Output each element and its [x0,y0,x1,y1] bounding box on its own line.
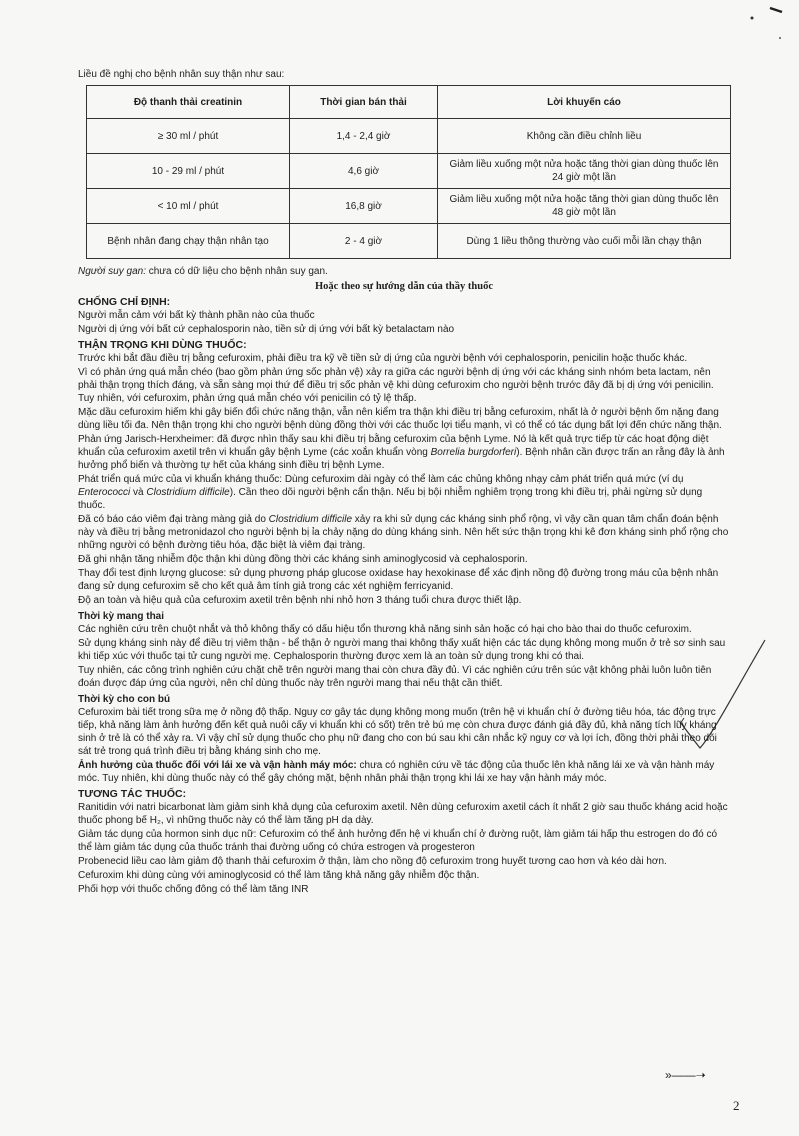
table-cell: 10 - 29 ml / phút [87,154,290,189]
paragraph [78,513,730,552]
table-cell: 1,4 - 2,4 giờ [290,119,438,154]
text-run: Đã có báo cáo viêm đại tràng màng giả do [78,514,269,525]
table-header: Độ thanh thải creatinin [87,86,290,119]
table-cell: 2 - 4 giờ [290,224,438,259]
document-body [78,68,730,897]
text-run: Phát triển quá mức của vi khuẩn kháng thuốc: Dùng cefuroxim dài ngày có thể làm các chủng không nhạy cảm phát triển quá mức (ví dụ [78,474,684,485]
table-header: Lời khuyến cáo [438,86,731,119]
table-cell: Không cần điều chỉnh liều [438,119,731,154]
paragraph: Sử dụng kháng sinh này để điều trị viêm thận - bể thận ở người mang thai không thấy xuất hiện các tác dụng không mong muốn ở trẻ sơ sinh sau khi tiếp xúc với thuốc tại tử cung người mẹ. Cephalosporin thường được xem là an toàn sử dụng trong khi có thai. [78,638,726,662]
table-header: Thời gian bán thải [290,86,438,119]
text-run: xảy ra khi sử dụng các kháng sinh phổ rộng, vì vậy cần quan tâm chẩn đoán bệnh này và điều trị bằng metronidazol cho người bệnh bị ỉa chảy nặng do dùng kháng sinh. Nên hết sức thận trọng khi kê đơn kháng sinh phổ rộng cho những người có bệnh đường tiêu hóa, đặc biệt là viêm đại tràng. [78,514,729,551]
paragraph: Giảm tác dụng của hormon sinh dục nữ: Cefuroxim có thể ảnh hưởng đến hệ vi khuẩn chí ở đường ruột, làm giảm tái hấp thu estrogen do đó có thể làm giảm tác dụng của thuốc tránh thai đường uống có chứa estrogen và progesteron [78,829,718,853]
paragraph: Mặc dầu cefuroxim hiếm khi gây biến đổi chức năng thận, vẫn nên kiểm tra thận khi điều trị bằng cefuroxim, nhất là ở người bệnh ốm nặng đang dùng liều tối đa. Nên thận trọng khi cho người bệnh dùng đồng thời với các thuốc lợi tiểu mạnh, vì có thể có tác dụng bất lợi đến chức năng thận. [78,407,722,431]
table-cell: ≥ 30 ml / phút [87,119,290,154]
table-row [87,154,731,189]
continue-arrow: »——➝ [665,1068,706,1082]
table-cell: 4,6 giờ [290,154,438,189]
text-run: và [130,487,147,498]
interactions-heading: TƯƠNG TÁC THUỐC: [78,788,187,800]
contraindications-heading: CHỐNG CHỈ ĐỊNH: [78,296,171,308]
text-run: Phản ứng Jarisch-Herxheimer: đã được nhìn thấy sau khi điều trị bằng cefuroxim của bệnh Lyme. Nó là kết quả trực tiếp từ các hoạt động diệt khuẩn của cefuroxim axetil trên vi khuẩn gây bệnh Lyme (các xoắn khuẩn vòng [78,434,709,458]
paragraph [78,759,730,785]
paragraph: Probenecid liều cao làm giảm độ thanh thải cefuroxim ở thận, làm cho nồng độ cefuroxim trong huyết tương cao hơn và kéo dài hơn. [78,856,667,867]
lactation-heading: Thời kỳ cho con bú [78,694,171,705]
paragraph: Người mẫn cảm với bất kỳ thành phần nào của thuốc [78,310,315,321]
italic-term: Clostridium difficile [268,514,353,525]
italic-term: Enterococci [78,487,131,498]
paragraph [78,433,730,472]
italic-term: Clostridium difficile [146,487,230,498]
table-cell: Bệnh nhân đang chạy thận nhân tạo [87,224,290,259]
paragraph: Các nghiên cứu trên chuột nhắt và thỏ không thấy có dấu hiệu tổn thương khả năng sinh sản hoặc có hại cho bào thai do thuốc cefuroxim. [78,624,692,635]
renal-intro: Liều đề nghị cho bệnh nhân suy thận như sau: [78,69,285,80]
renal-dosing-table [86,85,731,259]
paragraph: Phối hợp với thuốc chống đông có thể làm tăng INR [78,884,309,895]
page-number: 2 [733,1098,740,1113]
physician-advice: Hoặc theo sự hướng dẫn của thầy thuốc [315,281,493,292]
table-cell: < 10 ml / phút [87,189,290,224]
table-cell: Giảm liều xuống một nửa hoặc tăng thời gian dùng thuốc lên 24 giờ một lần [438,154,731,189]
table-header-row [87,86,731,119]
table-cell: Giảm liều xuống một nửa hoặc tăng thời gian dùng thuốc lên 48 giờ một lần [438,189,731,224]
paragraph: Đã ghi nhận tăng nhiễm độc thận khi dùng đồng thời các kháng sinh aminoglycosid và cephalosporin. [78,554,528,565]
table-cell: 16,8 giờ [290,189,438,224]
paragraph: Ranitidin với natri bicarbonat làm giảm sinh khả dụng của cefuroxim axetil. Nên dùng cefuroxim axetil cách ít nhất 2 giờ sau thuốc kháng acid hoặc thuốc phong bế H₂, vì những thuốc này có thể làm tăng pH dạ dày. [78,802,728,826]
table-row [87,189,731,224]
paragraph: Độ an toàn và hiệu quả của cefuroxim axetil trên bệnh nhi nhỏ hơn 3 tháng tuổi chưa được thiết lập. [78,595,522,606]
driving-text: chưa có nghiên cứu về tác động của thuốc lên khả năng lái xe và vận hành máy móc. Tuy nhiên, khi dùng thuốc này có thể gây chóng mặt, bệnh nhân phải thận trọng khi lái xe hay vận hành máy móc. [78,760,715,784]
paragraph [78,473,730,512]
liver-note-label: Người suy gan: [78,266,146,277]
liver-note-text: chưa có dữ liệu cho bệnh nhân suy gan. [145,266,328,277]
paragraph: Vì có phản ứng quá mẫn chéo (bao gồm phản ứng sốc phản vệ) xảy ra giữa các người bệnh dị ứng với các kháng sinh nhóm beta lactam, nên phải thận trọng thích đáng, và sẵn sàng mọi thứ để điều trị sốc phản vệ khi dùng cefuroxim cho người bệnh trước đây đã bị dị ứng với penicilin. Tuy nhiên, với cefuroxim, phản ứng quá mẫn chéo với penicilin có tỷ lệ thấp. [78,367,714,404]
text-run: ). Bệnh nhân cần được trấn an rằng đây là ảnh hưởng phổ biến và thường tự hết của kháng sinh điều trị bệnh Lyme. [78,447,725,471]
paragraph: Cefuroxim bài tiết trong sữa mẹ ở nồng độ thấp. Nguy cơ gây tác dụng không mong muốn (trên hệ vi khuẩn chí ở đường tiêu hóa, tác động trực tiếp, khả năng làm ảnh hưởng đến kết quả nuôi cấy vi khuẩn khi có sốt) trên trẻ bú mẹ còn chưa được đánh giá đầy đủ, khả năng tích lũy kháng sinh ở trẻ là có thể xảy ra. Vì vậy chỉ sử dụng thuốc cho phụ nữ đang cho con bú sau khi cân nhắc kỹ nguy cơ và lợi ích, đồng thời phải theo dõi sát trẻ trong quá trình điều trị bằng kháng sinh cho mẹ. [78,707,717,757]
text-run: ). Cần theo dõi người bệnh cẩn thận. Nếu bị bội nhiễm nghiêm trọng trong khi điều trị, phải ngừng sử dụng thuốc. [78,487,703,511]
italic-term: Borrelia burgdorferi [430,447,517,458]
table-row [87,119,731,154]
paragraph: Thay đổi test định lượng glucose: sử dụng phương pháp glucose oxidase hay hexokinase để xác định nồng độ đường trong máu của bệnh nhân đang sử dụng cefuroxim sẽ cho kết quả âm tính giả trong các xét nghiệm ferricyanid. [78,568,719,592]
table-cell: Dùng 1 liều thông thường vào cuối mỗi lần chạy thận [438,224,731,259]
driving-label: Ảnh hưởng của thuốc đối với lái xe và vận hành máy móc: [78,760,357,771]
paragraph: Tuy nhiên, các công trình nghiên cứu chặt chẽ trên người mang thai còn chưa đầy đủ. Vì các nghiên cứu trên súc vật không phải luôn luôn tiên đoán được đáp ứng của người, nên chỉ dùng thuốc này trên người mang thai nếu thật cần thiết. [78,665,712,689]
liver-note [78,265,730,278]
cautions-heading: THẬN TRỌNG KHI DÙNG THUỐC: [78,339,247,351]
table-row [87,224,731,259]
paragraph: Trước khi bắt đầu điều trị bằng cefuroxim, phải điều tra kỹ về tiền sử dị ứng của người bệnh với cephalosporin, penicilin hoặc thuốc khác. [78,353,688,364]
paragraph: Người dị ứng với bất cứ cephalosporin nào, tiền sử dị ứng với bất kỳ betalactam nào [78,324,455,335]
pregnancy-heading: Thời kỳ mang thai [78,611,165,622]
paragraph: Cefuroxim khi dùng cùng với aminoglycosid có thể làm tăng khả năng gây nhiễm độc thận. [78,870,480,881]
